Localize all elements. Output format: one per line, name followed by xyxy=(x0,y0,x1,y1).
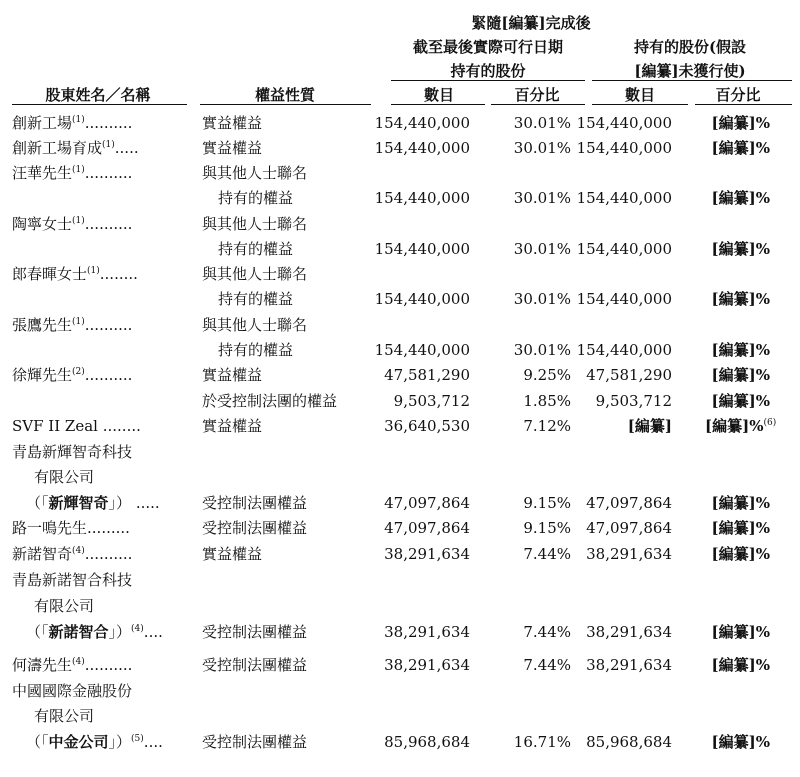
shares-percent-after: [編纂]% xyxy=(711,545,770,563)
shares-number-current: 38,291,634 xyxy=(384,545,470,563)
shares-number-current: 47,097,864 xyxy=(384,519,470,537)
shares-percent-after: [編纂]% xyxy=(711,114,770,132)
shares-percent-current: 30.01% xyxy=(513,114,571,132)
shares-number-after: 154,440,000 xyxy=(576,240,672,258)
shares-percent-current: 9.15% xyxy=(523,519,571,537)
after-header-line-1: 緊隨[編纂]完成後 xyxy=(471,14,591,32)
shares-percent-current: 9.25% xyxy=(523,366,571,384)
shares-number-current: 38,291,634 xyxy=(384,623,470,641)
shares-percent-after: [編纂]% xyxy=(711,733,770,751)
shares-number-current: 47,581,290 xyxy=(384,366,470,384)
shares-percent-after: [編纂]% xyxy=(711,341,770,359)
nature-of-interest: 實益權益 xyxy=(202,366,263,384)
nature-col-rule xyxy=(200,104,371,105)
shares-percent-after: [編纂]%$^{(6)}$ xyxy=(705,417,777,435)
current-group-rule xyxy=(391,80,585,81)
nature-of-interest-cont: 持有的權益 xyxy=(218,189,294,207)
after-header-line-2: 持有的股份(假設 xyxy=(633,38,747,56)
shareholder-name: 路一鳴先生......... xyxy=(12,519,130,537)
shareholder-name: 徐輝先生$^{(2)}$.......... xyxy=(12,366,133,384)
shares-percent-current: 30.01% xyxy=(513,240,571,258)
shares-number-current: 36,640,530 xyxy=(384,417,470,435)
shares-number-after: [編纂] xyxy=(627,417,672,435)
shareholder-name: 中國國際金融股份 xyxy=(12,682,133,700)
nature-of-interest: 與其他人士聯名 xyxy=(202,164,308,182)
shares-percent-current: 30.01% xyxy=(513,290,571,308)
shares-percent-after: [編纂]% xyxy=(711,656,770,674)
shareholder-name-cont: 有限公司 xyxy=(34,597,95,615)
col-header-number-current: 數目 xyxy=(423,86,455,104)
shareholder-name: 創新工場育成$^{(1)}$..... xyxy=(12,139,139,157)
shares-percent-current: 7.12% xyxy=(523,417,571,435)
shareholder-name: 創新工場$^{(1)}$.......... xyxy=(12,114,133,132)
shares-percent-after: [編纂]% xyxy=(711,519,770,537)
shareholder-name: 汪華先生$^{(1)}$.......... xyxy=(12,164,133,182)
current-header-line-1: 截至最後實際可行日期 xyxy=(412,38,564,56)
nature-of-interest: 受控制法團權益 xyxy=(202,494,308,512)
shares-percent-after: [編纂]% xyxy=(711,392,770,410)
shares-number-after: 38,291,634 xyxy=(586,623,672,641)
shares-number-after: 38,291,634 xyxy=(586,545,672,563)
shareholder-alias: （「新輝智奇」） ..... xyxy=(26,494,160,512)
shareholder-name: SVF II Zeal ........ xyxy=(12,417,141,435)
shares-percent-current: 9.15% xyxy=(523,494,571,512)
shares-number-after: 154,440,000 xyxy=(576,114,672,132)
shares-percent-after: [編纂]% xyxy=(711,240,770,258)
shares-percent-after: [編纂]% xyxy=(711,290,770,308)
shareholder-name-cont: 有限公司 xyxy=(34,707,95,725)
shares-number-after: 154,440,000 xyxy=(576,290,672,308)
nature-of-interest: 受控制法團權益 xyxy=(202,623,308,641)
shares-percent-after: [編纂]% xyxy=(711,139,770,157)
after-header-line-3: [編纂]未獲行使) xyxy=(634,62,746,80)
shareholder-name: 何濤先生$^{(4)}$.......... xyxy=(12,656,133,674)
shares-number-after: 154,440,000 xyxy=(576,189,672,207)
shares-number-current: 85,968,684 xyxy=(384,733,470,751)
shares-number-current: 154,440,000 xyxy=(374,240,470,258)
nature-of-interest: 受控制法團權益 xyxy=(202,733,308,751)
shares-percent-current: 1.85% xyxy=(523,392,571,410)
nature-of-interest: 與其他人士聯名 xyxy=(202,316,308,334)
nature-of-interest-cont: 持有的權益 xyxy=(218,240,294,258)
nature-of-interest-cont: 持有的權益 xyxy=(218,341,294,359)
nature-of-interest: 與其他人士聯名 xyxy=(202,215,308,233)
shares-percent-current: 7.44% xyxy=(523,623,571,641)
shares-number-after: 38,291,634 xyxy=(586,656,672,674)
shareholder-name: 新諾智奇$^{(4)}$.......... xyxy=(12,545,133,563)
current-header-line-2: 持有的股份 xyxy=(450,62,526,80)
shares-number-after: 85,968,684 xyxy=(586,733,672,751)
shares-number-current: 47,097,864 xyxy=(384,494,470,512)
nature-of-interest: 實益權益 xyxy=(202,417,263,435)
nature-of-interest: 與其他人士聯名 xyxy=(202,265,308,283)
shares-number-current: 154,440,000 xyxy=(374,139,470,157)
shares-percent-current: 16.71% xyxy=(513,733,571,751)
number-after-rule xyxy=(592,104,688,105)
shares-number-current: 154,440,000 xyxy=(374,290,470,308)
percent-after-rule xyxy=(695,104,792,105)
shares-percent-current: 30.01% xyxy=(513,139,571,157)
shares-percent-after: [編纂]% xyxy=(711,366,770,384)
nature-of-interest: 受控制法團權益 xyxy=(202,519,308,537)
col-header-name: 股東姓名／名稱 xyxy=(45,86,151,104)
shares-percent-after: [編纂]% xyxy=(711,494,770,512)
shareholder-name: 青島新諾智合科技 xyxy=(12,571,133,589)
name-col-rule xyxy=(12,104,187,105)
percent-current-rule xyxy=(491,104,585,105)
shareholder-alias: （「中金公司」）$^{(5)}$.... xyxy=(26,733,163,751)
nature-of-interest: 實益權益 xyxy=(202,545,263,563)
shareholder-name: 青島新輝智奇科技 xyxy=(12,443,133,461)
after-group-rule xyxy=(592,80,792,81)
shareholder-name: 張鷹先生$^{(1)}$.......... xyxy=(12,316,133,334)
nature-of-interest: 於受控制法團的權益 xyxy=(202,392,338,410)
shares-number-current: 9,503,712 xyxy=(393,392,470,410)
nature-of-interest: 受控制法團權益 xyxy=(202,656,308,674)
shares-percent-current: 30.01% xyxy=(513,189,571,207)
shares-percent-current: 7.44% xyxy=(523,545,571,563)
shares-number-current: 154,440,000 xyxy=(374,189,470,207)
shares-number-after: 154,440,000 xyxy=(576,341,672,359)
shares-number-after: 154,440,000 xyxy=(576,139,672,157)
shares-number-current: 154,440,000 xyxy=(374,114,470,132)
nature-of-interest-cont: 持有的權益 xyxy=(218,290,294,308)
shareholder-name-cont: 有限公司 xyxy=(34,468,95,486)
shareholder-alias: （「新諾智合」）$^{(4)}$.... xyxy=(26,623,163,641)
shares-number-current: 38,291,634 xyxy=(384,656,470,674)
shares-percent-after: [編纂]% xyxy=(711,623,770,641)
shares-percent-after: [編纂]% xyxy=(711,189,770,207)
shareholder-name: 陶寧女士$^{(1)}$.......... xyxy=(12,215,133,233)
shareholder-name: 郎春暉女士$^{(1)}$........ xyxy=(12,265,138,283)
col-header-percent-after: 百分比 xyxy=(715,86,761,104)
shares-number-after: 9,503,712 xyxy=(595,392,672,410)
shares-number-after: 47,097,864 xyxy=(586,519,672,537)
shares-percent-current: 30.01% xyxy=(513,341,571,359)
nature-of-interest: 實益權益 xyxy=(202,139,263,157)
number-current-rule xyxy=(391,104,485,105)
shares-number-after: 47,097,864 xyxy=(586,494,672,512)
shares-number-after: 47,581,290 xyxy=(586,366,672,384)
shares-number-current: 154,440,000 xyxy=(374,341,470,359)
col-header-number-after: 數目 xyxy=(624,86,656,104)
col-header-percent-current: 百分比 xyxy=(514,86,560,104)
col-header-nature: 權益性質 xyxy=(254,86,316,104)
nature-of-interest: 實益權益 xyxy=(202,114,263,132)
shares-percent-current: 7.44% xyxy=(523,656,571,674)
